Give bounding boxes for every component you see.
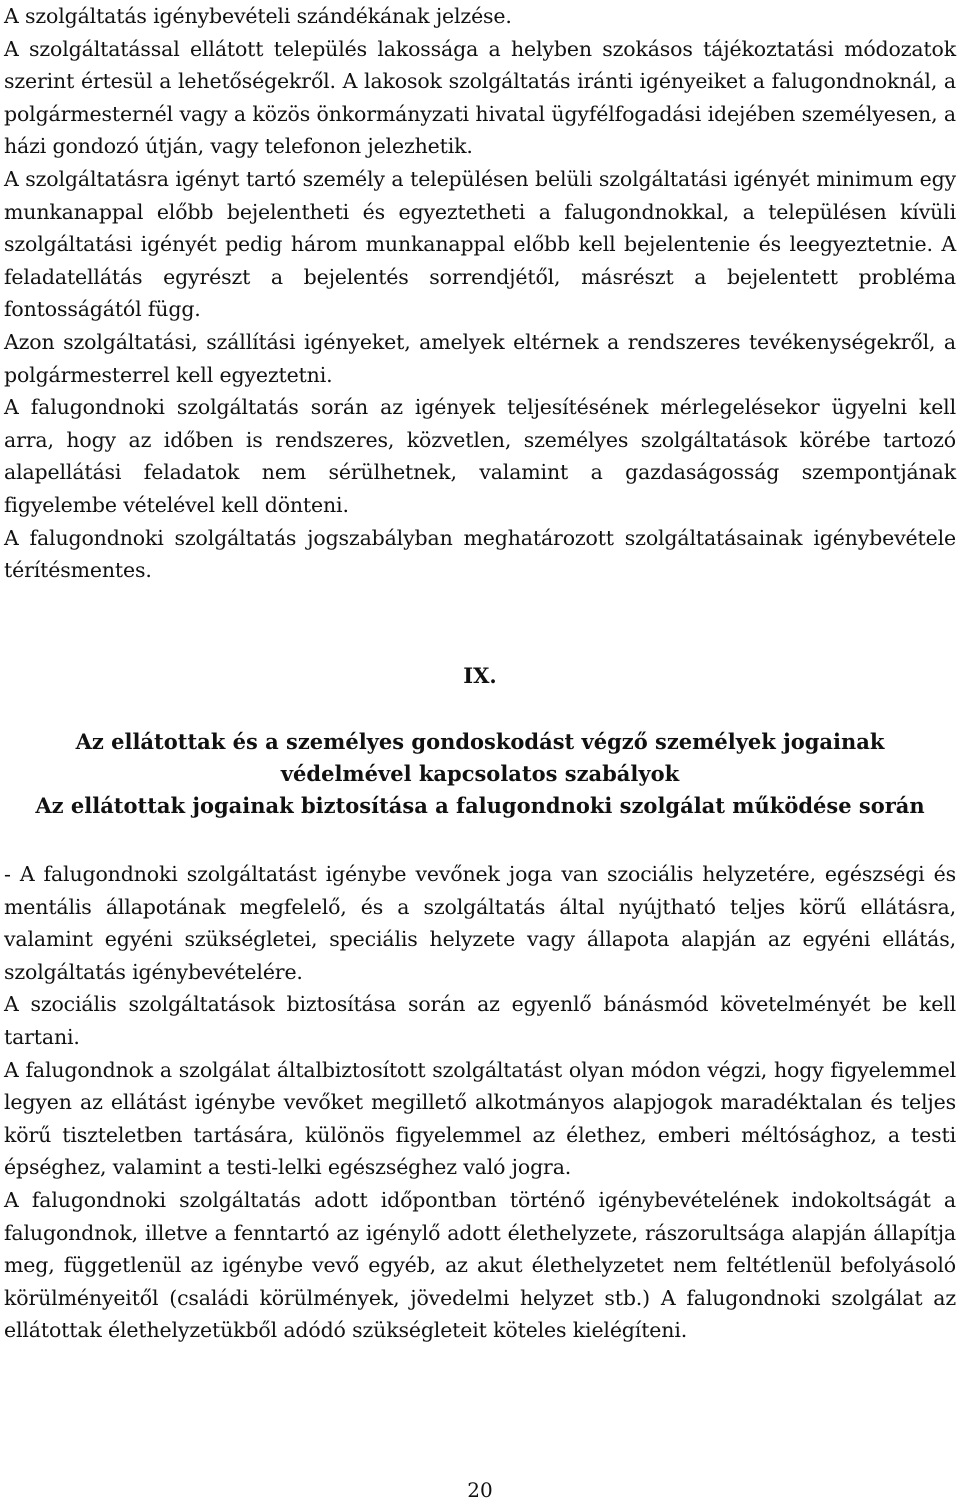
paragraph-request-signal: A szolgáltatás igénybevételi szándékának jelzése. bbox=[4, 4, 512, 28]
section-number: IX. bbox=[463, 663, 497, 688]
section-headings bbox=[4, 726, 956, 822]
paragraph-rights: - A falugondnoki szolgáltatást igénybe vevőnek joga van szociális helyzetére, egészségi és mentális állapotának megfelelő, és a szolgáltatás által nyújtható teljes körű ellátásra, valamint egyéni szükségletei, speciális helyzete vagy állapota alapján az egyéni ellátás, szolgáltatás igénybevételére. bbox=[4, 862, 956, 984]
section-subtitle: Az ellátottak jogainak biztosítása a falugondnoki szolgálat működése során bbox=[35, 793, 925, 818]
paragraph-fundamental-rights: A falugondnok a szolgálat általbiztosított szolgáltatást olyan módon végzi, hogy figyelemmel legyen az ellátást igénybe vevőket megillető alkotmányos alapjogok maradéktalan és teljes körű tiszteletben tartására, különös figyelemmel az élethez, emberi méltósághoz, a testi épséghez, valamint a testi-lelki egészséghez való jogra. bbox=[4, 1057, 956, 1180]
paragraph-justification: A falugondnoki szolgáltatás adott időpontban történő igénybevételének indokoltságát a falugondnok, illetve a fenntartó az igénylő adott élethelyzete, rászorultsága alapján állapítja meg, függetlenül az igénybe vevő egyéb, az akut élethelyzetet nem feltétlenül befolyásoló körülményeitől (családi körülmények, jövedelmi helyzet stb.) A falugondnoki szolgálat az ellátottak élethelyzetükből adódó szükségleteit köteles kielégíteni. bbox=[4, 1187, 956, 1343]
paragraph-information: A szolgáltatással ellátott település lakossága a helyben szokásos tájékoztatási módozatok szerint értesül a lehetőségekről. A lakosok szolgáltatás iránti igényeiket a falugondnoknál, a polgármesternél vagy a közös önkormányzati hivatal ügyfélfogadási idejében személyesen, a házi gondozó útján, vagy telefonon jelezhetik. bbox=[4, 36, 956, 159]
section-title-line-1: Az ellátottak és a személyes gondoskodást végző személyek jogainak bbox=[75, 729, 885, 754]
bottom-text-block bbox=[4, 858, 956, 1347]
paragraph-mayor-consult: Azon szolgáltatási, szállítási igényeket, amelyek eltérnek a rendszeres tevékenységekről, a polgármesterrel kell egyeztetni. bbox=[4, 329, 956, 387]
paragraph-priority-rules: A falugondnoki szolgáltatás során az igények teljesítésének mérlegelésekor ügyelni kell arra, hogy az időben is rendszeres, közvetlen, személyes szolgáltatások körébe tartozó alapellátási feladatok nem sérülhetnek, valamint a gazdaságosság szempontjának figyelembe vételével kell dönteni. bbox=[4, 395, 956, 517]
section-title-line-2: védelmével kapcsolatos szabályok bbox=[280, 761, 680, 786]
top-text-block bbox=[4, 0, 956, 587]
paragraph-free-of-charge: A falugondnoki szolgáltatás jogszabályban meghatározott szolgáltatásainak igénybevétele térítésmentes. bbox=[4, 525, 956, 583]
paragraph-equal-treatment: A szociális szolgáltatások biztosítása során az egyenlő bánásmód követelményét be kell tartani. bbox=[4, 992, 956, 1049]
paragraph-booking-rules: A szolgáltatásra igényt tartó személy a településen belüli szolgáltatási igényét minimum egy munkanappal előbb bejelentheti és egyeztetheti a falugondnokkal, a településen kívüli szolgáltatási igényét pedig három munkanappal előbb kell bejelentenie és leegyeztetnie. A feladatellátás egyrészt a bejelentés sorrendjétől, másrészt a bejelentett probléma fontosságától függ. bbox=[4, 166, 956, 322]
page-number: 20 bbox=[467, 1478, 493, 1502]
